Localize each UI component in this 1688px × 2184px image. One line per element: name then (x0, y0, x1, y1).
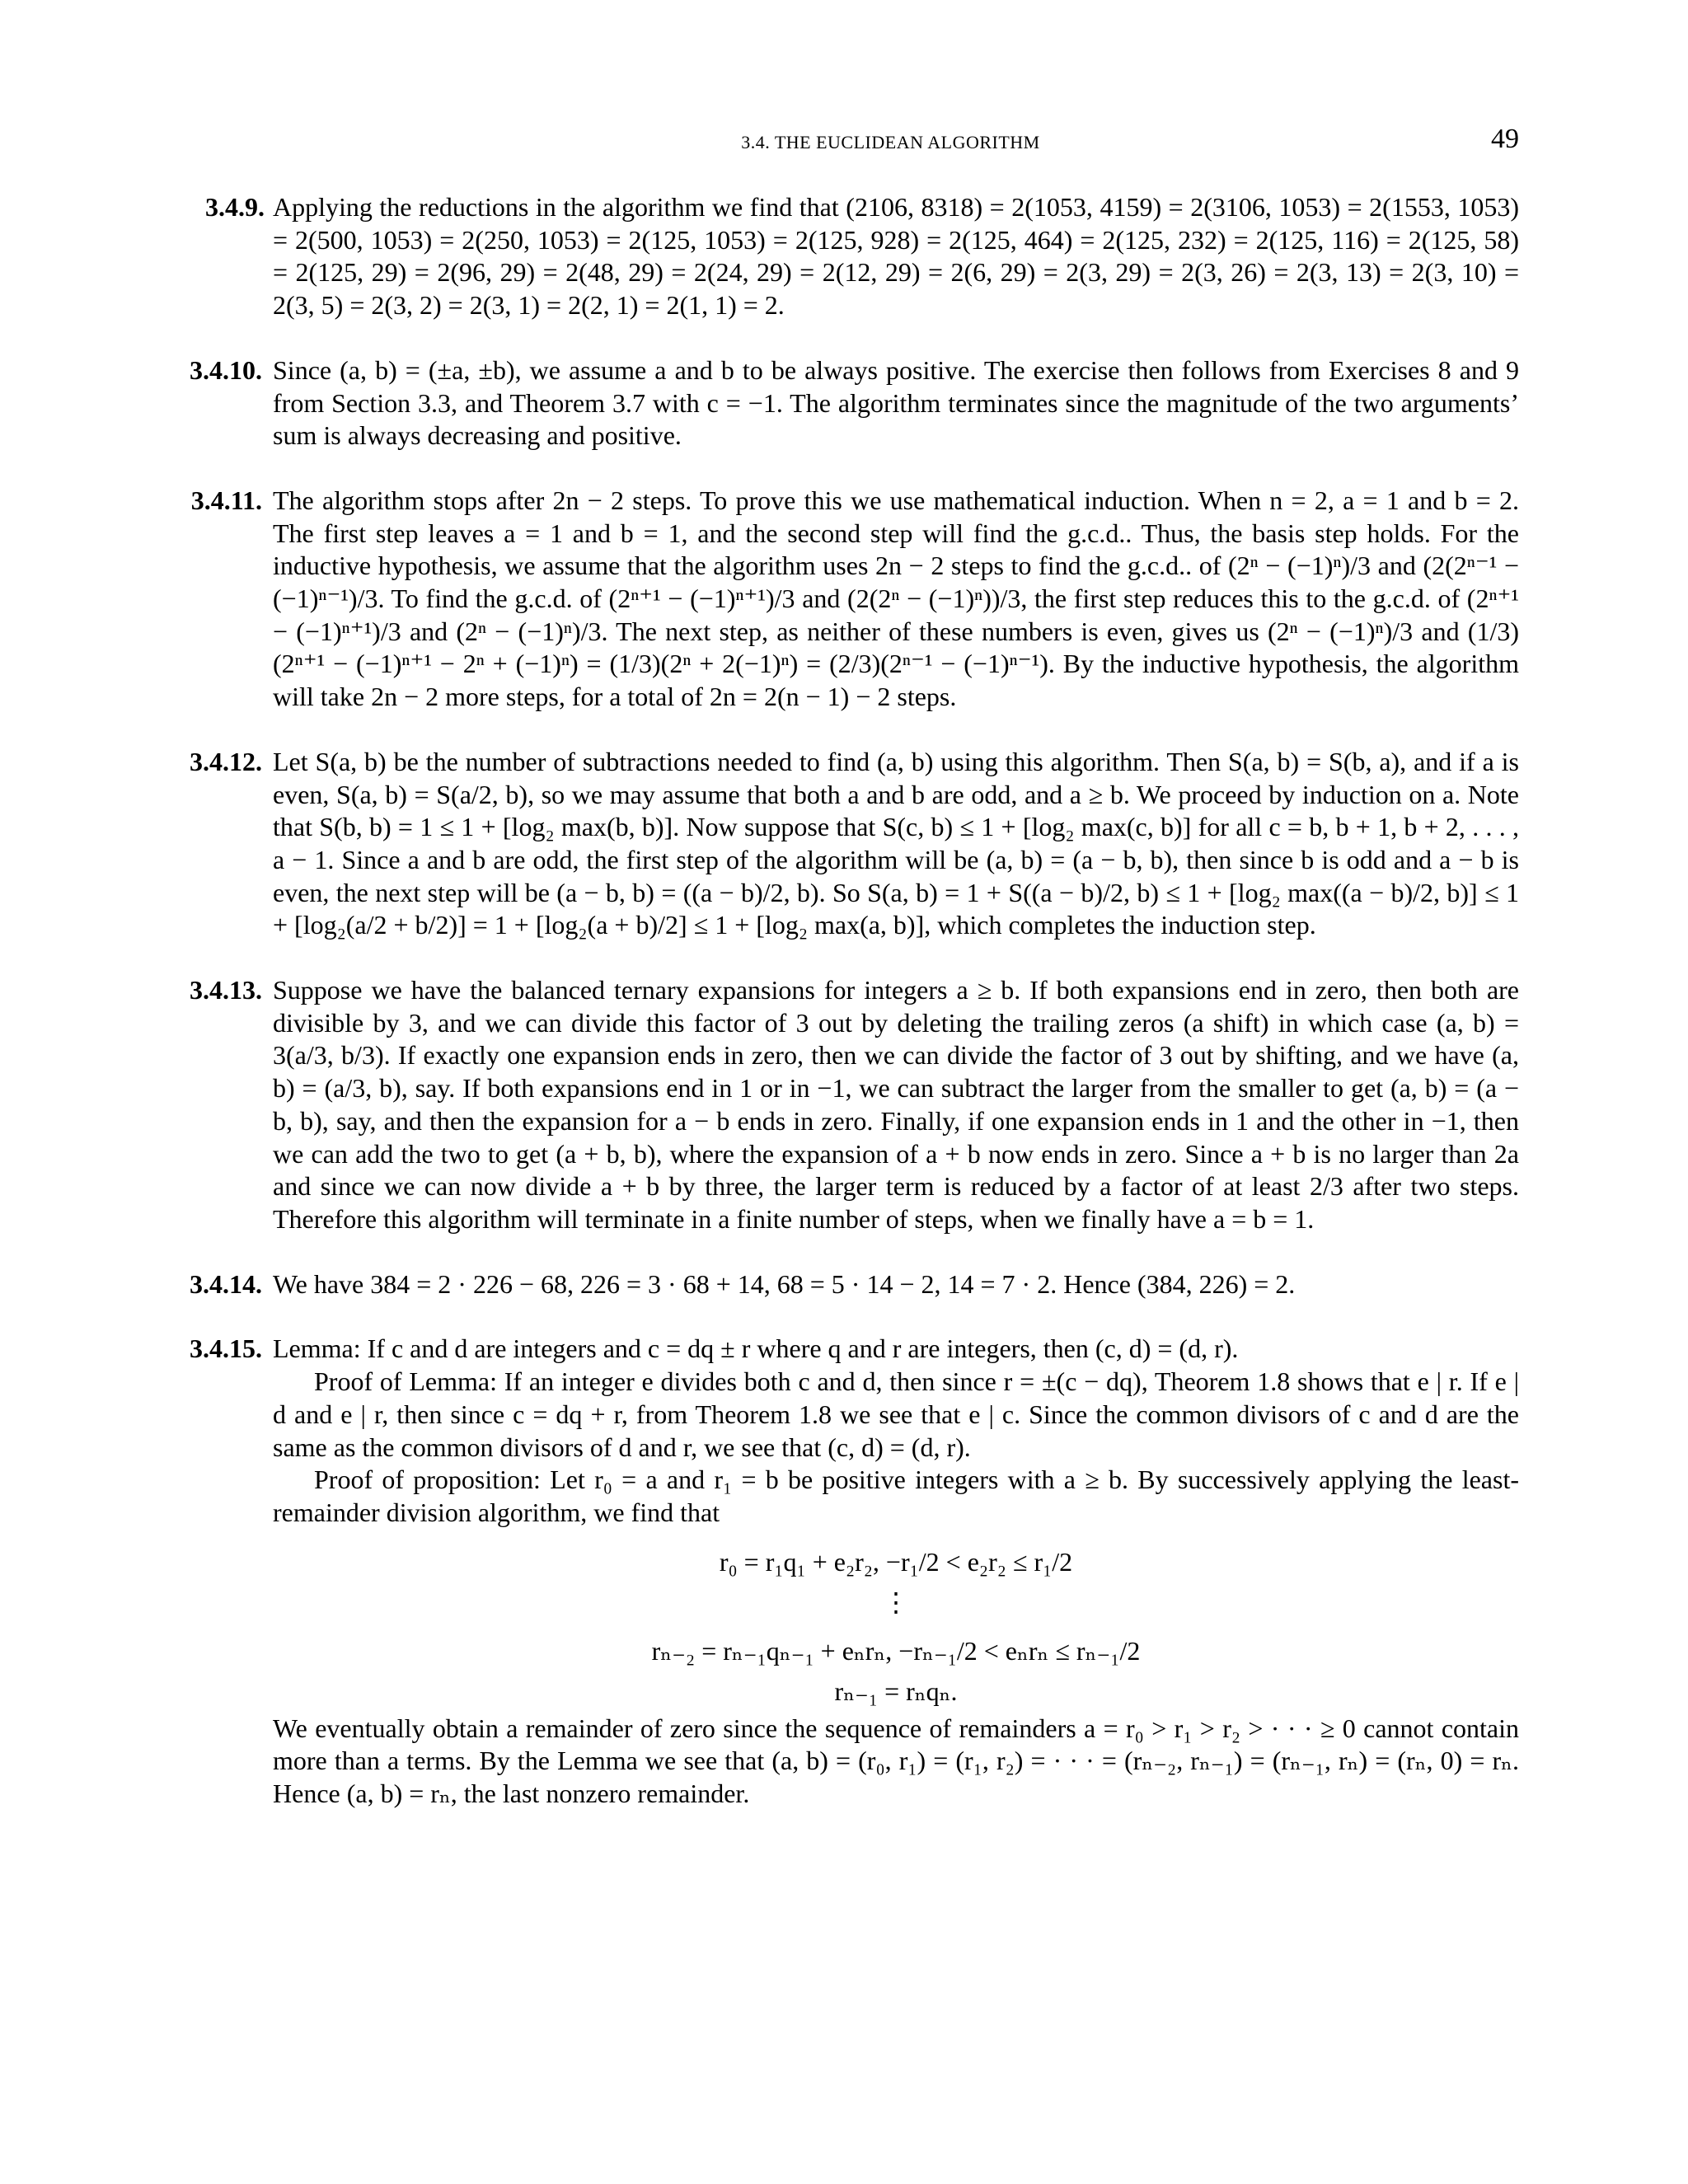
exercise-text: Since (a, b) = (±a, ±b), we assume a and b to be always positive. The exercise then follows from Exercises 8 and 9 from Section 3.3, and Theorem 3.7 with c = −1. The algorithm terminates since the magnitude of the two arguments’ sum is always decreasing and positive. (273, 354, 1519, 451)
exercise-3-4-14 (180, 1268, 1519, 1301)
lemma-proof: Proof of Lemma: If an integer e divides both c and d, then since r = ±(c − dq), Theorem 1.8 shows that e | r. If e | d and e | r, then since c = dq + r, from Theorem 1.8 we see that e | c. Since the common divisors of c and d are the same as the common divisors of d and r, we see that (c, d) = (d, r). (273, 1366, 1519, 1462)
exercise-3-4-9 (180, 191, 1519, 322)
equation-first: r₀ = r₁q₁ + e₂r₂, −r₁/2 < e₂r₂ ≤ r₁/2 (719, 1546, 1073, 1577)
exercise-text: The algorithm stops after 2n − 2 steps. To prove this we use mathematical induction. When n = 2, a = 1 and b = 2. The first step leaves a = 1 and b = 1, and the second step will find the g.c.d.. Thus, the basis step holds. For the inductive hypothesis, we assume that the algorithm uses 2n − 2 steps to find the g.c.d.. of (2ⁿ − (−1)ⁿ)/3 and (2(2ⁿ⁻¹ − (−1)ⁿ⁻¹)/3. To find the g.c.d. of (2ⁿ⁺¹ − (−1)ⁿ⁺¹)/3 and (2(2ⁿ − (−1)ⁿ))/3, the first step reduces this to the g.c.d. of (2ⁿ⁺¹ − (−1)ⁿ⁺¹)/3 and (2ⁿ − (−1)ⁿ)/3. The next step, as neither of these numbers is even, gives us (2ⁿ − (−1)ⁿ)/3 and (1/3)(2ⁿ⁺¹ − (−1)ⁿ⁺¹ − 2ⁿ + (−1)ⁿ) = (1/3)(2ⁿ + 2(−1)ⁿ) = (2/3)(2ⁿ⁻¹ − (−1)ⁿ⁻¹). By the inductive hypothesis, the algorithm will take 2n − 2 more steps, for a total of 2n = 2(n − 1) − 2 steps. (273, 485, 1519, 712)
equation-ellipsis: ⋮ (883, 1586, 909, 1617)
exercise-number: 3.4.13. (190, 975, 262, 1005)
exercise-number: 3.4.12. (190, 746, 262, 776)
page-number: 49 (1491, 124, 1519, 154)
exercise-number: 3.4.11. (190, 485, 262, 515)
running-head: 3.4. THE EUCLIDEAN ALGORITHM (741, 132, 1040, 152)
exercise-3-4-11 (180, 485, 1519, 714)
exercise-text: We have 384 = 2 · 226 − 68, 226 = 3 · 68 + 14, 68 = 5 · 14 − 2, 14 = 7 · 2. Hence (384, 226) = 2. (273, 1268, 1296, 1299)
exercise-text: Let S(a, b) be the number of subtractions needed to find (a, b) using this algorithm. Then S(a, b) = S(b, a), and if a is even, S(a, b) = S(a/2, b), so we may assume that both a and b are odd, and a ≥ b. We proceed by induction on a. Note that S(b, b) = 1 ≤ 1 + [log₂ max(b, b)]. Now suppose that S(c, b) ≤ 1 + [log₂ max(c, b)] for all c = b, b + 1, b + 2, . . . , a − 1. Since a and b are odd, the first step of the algorithm will be (a, b) = (a − b, b), then since b is odd and a − b is even, the next step will be (a − b, b) = ((a − b)/2, b). So S(a, b) = 1 + S((a − b)/2, b) ≤ 1 + [log₂ max((a − b)/2, b)] ≤ 1 + [log₂(a/2 + b/2)] = 1 + [log₂(a + b)/2] ≤ 1 + [log₂ max(a, b)], which completes the induction step. (273, 746, 1519, 940)
lemma-statement: Lemma: If c and d are integers and c = dq ± r where q and r are integers, then (c, d) = (d, r). (273, 1333, 1239, 1364)
equation-general: rₙ₋₂ = rₙ₋₁qₙ₋₁ + eₙrₙ, −rₙ₋₁/2 < eₙrₙ ≤ rₙ₋₁/2 (651, 1635, 1141, 1666)
exercise-text: Applying the reductions in the algorithm we find that (2106, 8318) = 2(1053, 4159) = 2(3106, 1053) = 2(1553, 1053) = 2(500, 1053) = 2(250, 1053) = 2(125, 1053) = 2(125, 928) = 2(125, 464) = 2(125, 232) = 2(125, 116) = 2(125, 58) = 2(125, 29) = 2(96, 29) = 2(48, 29) = 2(24, 29) = 2(12, 29) = 2(6, 29) = 2(3, 29) = 2(3, 26) = 2(3, 13) = 2(3, 10) = 2(3, 5) = 2(3, 2) = 2(3, 1) = 2(2, 1) = 2(1, 1) = 2. (273, 192, 1519, 321)
exercise-number: 3.4.10. (190, 354, 262, 385)
page-content (180, 191, 1519, 1843)
page-header (262, 124, 1519, 165)
exercise-number: 3.4.9. (205, 192, 265, 222)
conclusion-paragraph: We eventually obtain a remainder of zero since the sequence of remainders a = r₀ > r₁ > r₂ > · · · ≥ 0 cannot contain more than a terms. By the Lemma we see that (a, b) = (r₀, r₁) = (r₁, r₂) = · · · = (rₙ₋₂, rₙ₋₁) = (rₙ₋₁, rₙ) = (rₙ, 0) = rₙ. Hence (a, b) = rₙ, the last nonzero remainder. (273, 1713, 1519, 1809)
equation-block (273, 1538, 1519, 1708)
exercise-number: 3.4.14. (190, 1268, 262, 1299)
exercise-text: Suppose we have the balanced ternary expansions for integers a ≥ b. If both expansions end in zero, then both are divisible by 3, and we can divide this factor of 3 out by deleting the trailing zeros (a shift) in which case (a, b) = 3(a/3, b/3). If exactly one expansion ends in zero, then we can divide the factor of 3 out by shifting, and we have (a, b) = (a/3, b), say. If both expansions end in 1 or in −1, we can subtract the larger from the smaller to get (a, b) = (a − b, b), say, and then the expansion for a − b ends in zero. Finally, if one expansion ends in 1 and the other in −1, then we can add the two to get (a + b, b), where the expansion of a + b now ends in zero. Since a + b is no larger than 2a and since we can now divide a + b by three, the larger term is reduced by a factor of at least 2/3 after two steps. Therefore this algorithm will terminate in a finite number of steps, when we finally have a = b = 1. (273, 975, 1519, 1234)
equation-last: rₙ₋₁ = rₙqₙ. (834, 1675, 958, 1706)
exercise-3-4-15 (180, 1333, 1519, 1810)
exercise-3-4-10 (180, 354, 1519, 452)
exercise-3-4-12 (180, 746, 1519, 942)
exercise-number: 3.4.15. (190, 1333, 262, 1364)
exercise-3-4-13 (180, 974, 1519, 1236)
proposition-proof: Proof of proposition: Let r₀ = a and r₁ = b be positive integers with a ≥ b. By successively applying the least-remainder division algorithm, we find that (273, 1465, 1519, 1527)
